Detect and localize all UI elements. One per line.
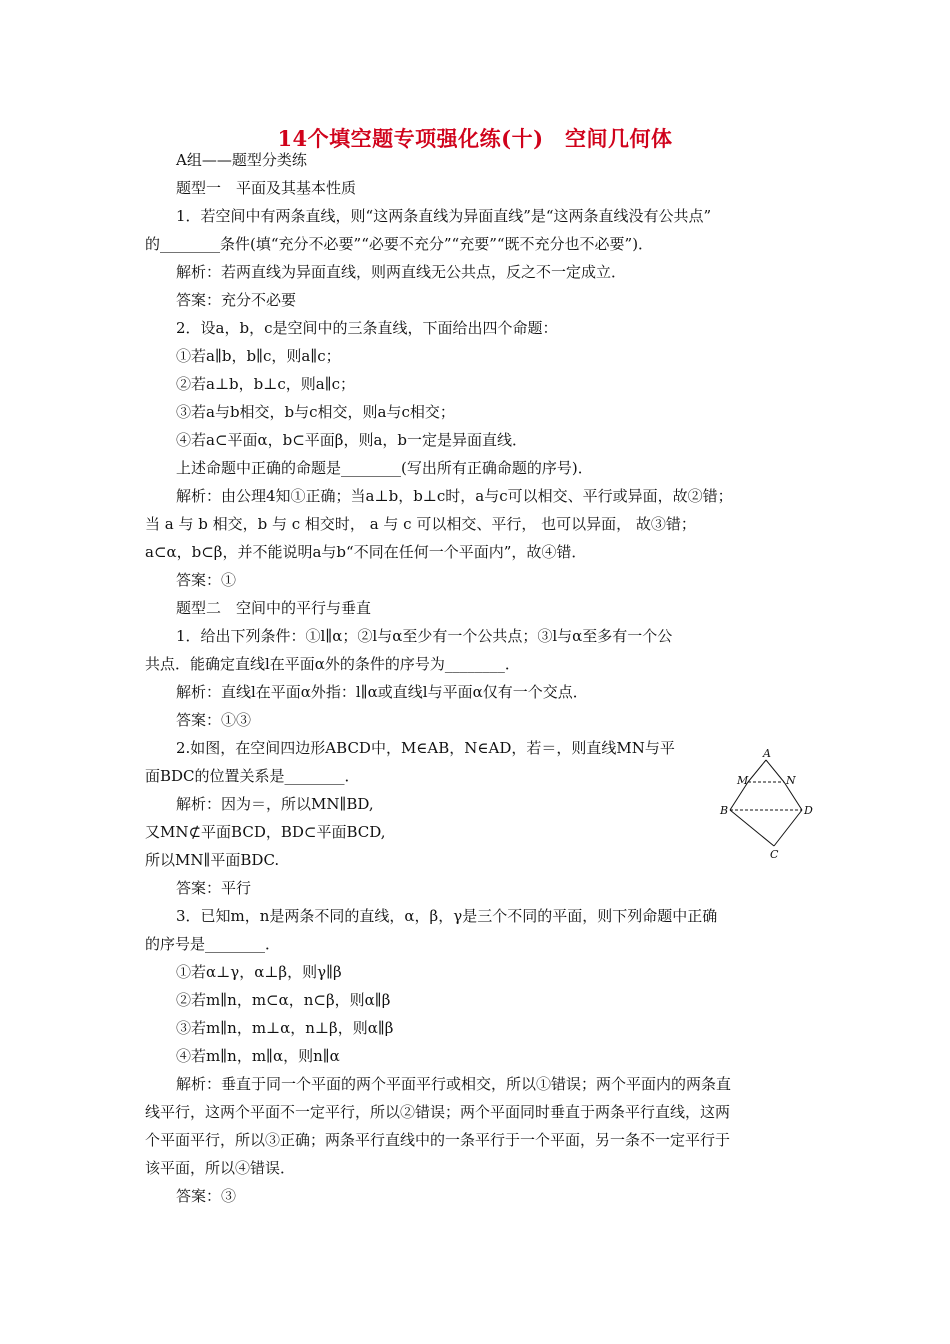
quadrilateral-figure	[718, 746, 818, 862]
figure-lines	[730, 760, 802, 846]
analysis-line: 该平面，所以④错误．	[145, 1159, 296, 1177]
proposition-line: ①若a∥b，b∥c，则a∥c；	[176, 347, 341, 365]
edge-an	[766, 760, 784, 782]
proposition-line: ②若a⊥b，b⊥c，则a∥c；	[176, 375, 356, 393]
analysis-line: 又MN⊄平面BCD，BD⊂平面BCD,	[145, 823, 386, 841]
label-n: N	[786, 774, 796, 787]
group-heading: A组——题型分类练	[176, 151, 307, 169]
analysis-line: 线平行，这两个平面不一定平行，所以②错误；两个平面同时垂直于两条平行直线，这两	[145, 1103, 731, 1121]
proposition-line: ①若α⊥γ，α⊥β，则γ∥β	[176, 963, 342, 981]
proposition-line: ④若a⊂平面α，b⊂平面β，则a，b一定是异面直线．	[176, 431, 528, 449]
document-title: 14个填空题专项强化练(十) 空间几何体	[277, 126, 673, 151]
analysis-line: 解析：因为＝，所以MN∥BD,	[176, 795, 374, 813]
proposition-line: ③若m∥n，m⊥α，n⊥β，则α∥β	[176, 1019, 394, 1037]
label-m: M	[737, 774, 749, 787]
question-line: 2.如图，在空间四边形ABCD中，M∈AB，N∈AD，若＝，则直线MN与平	[176, 739, 675, 757]
analysis-line: 解析：直线l在平面α外指：l∥α或直线l与平面α仅有一个交点．	[176, 683, 588, 701]
answer-line: 答案：①③	[176, 711, 252, 729]
question-line: 1．若空间中有两条直线，则“这两条直线为异面直线”是“这两条直线没有公共点”	[176, 207, 712, 225]
question-line: 的________条件(填“充分不必要”“必要不充分”“充要”“既不充分也不必要”)．	[145, 235, 654, 253]
proposition-line: ②若m∥n，m⊂α，n⊂β，则α∥β	[176, 991, 391, 1009]
edge-dc	[774, 810, 802, 846]
question-line: 的序号是________．	[145, 935, 281, 953]
analysis-line: 当 a 与 b 相交，b 与 c 相交时， a 与 c 可以相交、平行， 也可以异面， 故③错；	[145, 515, 696, 533]
proposition-line: ④若m∥n，m∥α，则n∥α	[176, 1047, 340, 1065]
edge-am	[748, 760, 766, 782]
label-b: B	[720, 804, 729, 817]
analysis-line: a⊂α，b⊂β，并不能说明a与b“不同在任何一个平面内”，故④错．	[145, 543, 587, 561]
answer-line: 答案：充分不必要	[176, 291, 297, 309]
analysis-line: 解析：垂直于同一个平面的两个平面平行或相交，所以①错误；两个平面内的两条直	[176, 1075, 732, 1093]
analysis-line: 个平面平行，所以③正确；两条平行直线中的一条平行于一个平面，另一条不一定平行于	[145, 1131, 731, 1149]
analysis-line: 所以MN∥平面BDC.	[145, 851, 280, 869]
answer-line: 答案：①	[176, 571, 237, 589]
edge-bc	[730, 810, 774, 846]
section-heading-1: 题型一 平面及其基本性质	[176, 179, 357, 197]
label-c: C	[770, 848, 779, 861]
proposition-line: ③若a与b相交，b与c相交，则a与c相交；	[176, 403, 455, 421]
question-line: 2．设a，b，c是空间中的三条直线，下面给出四个命题：	[176, 319, 558, 337]
question-line: 上述命题中正确的命题是________(写出所有正确命题的序号)．	[176, 459, 593, 477]
section-heading-2: 题型二 空间中的平行与垂直	[176, 599, 372, 617]
analysis-line: 解析：由公理4知①正确；当a⊥b，b⊥c时，a与c可以相交、平行或异面，故②错；	[176, 487, 733, 505]
label-d: D	[804, 804, 813, 817]
question-line: 共点．能确定直线l在平面α外的条件的序号为________．	[145, 655, 520, 673]
question-line: 面BDC的位置关系是________．	[145, 767, 360, 785]
answer-line: 答案：③	[176, 1187, 237, 1205]
question-line: 1．给出下列条件：①l∥α；②l与α至少有一个公共点；③l与α至多有一个公	[176, 627, 673, 645]
answer-line: 答案：平行	[176, 879, 252, 897]
question-line: 3．已知m，n是两条不同的直线，α，β，γ是三个不同的平面，则下列命题中正确	[176, 907, 718, 925]
analysis-line: 解析：若两直线为异面直线，则两直线无公共点，反之不一定成立．	[176, 263, 627, 281]
label-a: A	[763, 747, 771, 760]
